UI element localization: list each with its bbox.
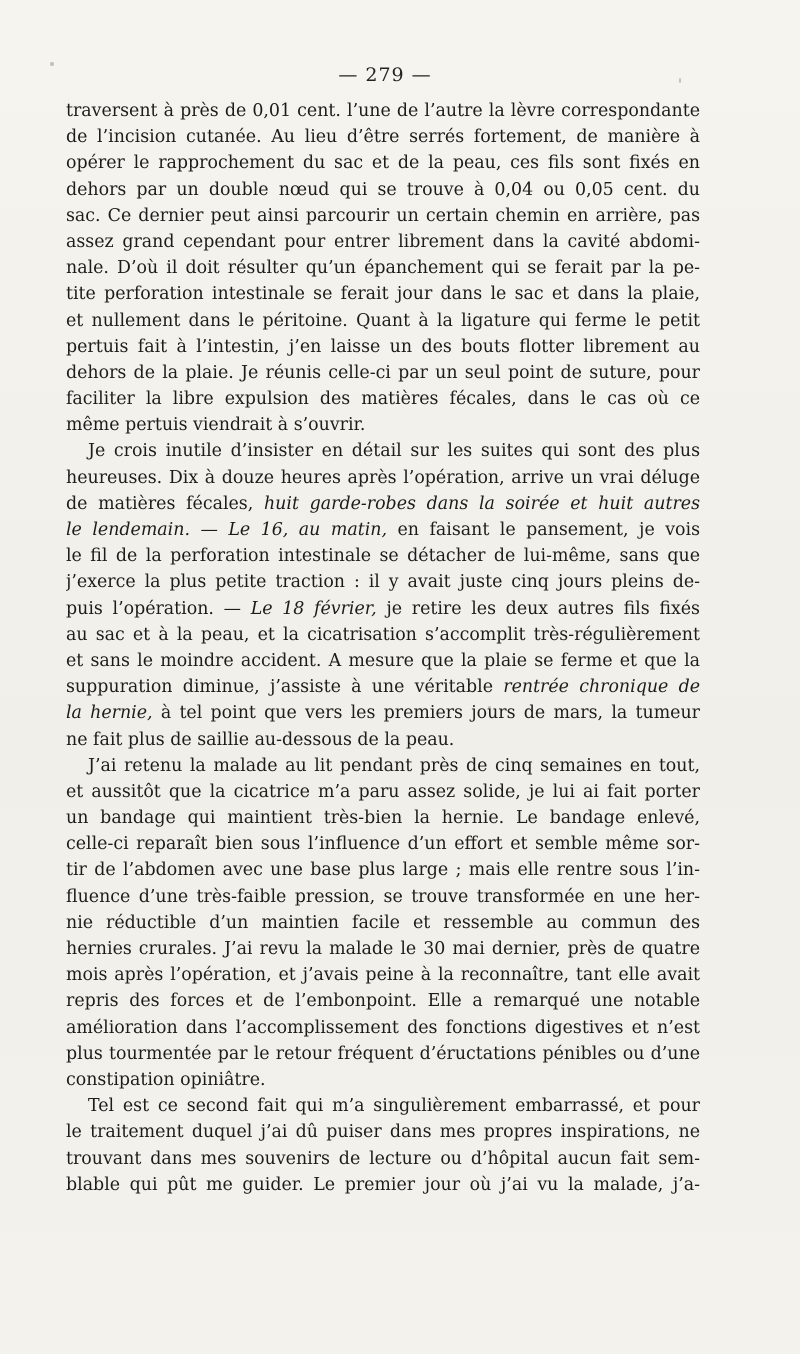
text-line: tir de l’abdomen avec une base plus large ; mais elle rentre sous l’in-: [66, 860, 700, 881]
page-number: — 279 —: [338, 64, 432, 86]
italic-text: huit garde-robes dans la soirée et huit autres: [263, 493, 700, 514]
text-line: constipation opiniâtre.: [66, 1069, 266, 1090]
text-line: Je crois inutile d’insister en détail sur les suites qui sont des plus: [88, 441, 700, 462]
text-line: Tel est ce second fait qui m’a singulièrement embarrassé, et pour: [88, 1096, 700, 1117]
text-line: le fil de la perforation intestinale se détacher de lui-même, sans que: [66, 546, 700, 567]
text-line: de l’incision cutanée. Au lieu d’être serrés fortement, de manière à: [66, 127, 700, 148]
text-segment: —: [189, 520, 229, 540]
text-line: repris des forces et de l’embonpoint. Elle a remarqué une notable: [66, 991, 700, 1012]
body-text: [66, 98, 700, 1198]
text-line: faciliter la libre expulsion des matières fécales, dans le cas où ce: [66, 389, 700, 410]
text-line: plus tourmentée par le retour fréquent d’éructations pénibles ou d’une: [66, 1043, 700, 1064]
text-line: J’ai retenu la malade au lit pendant près de cinq semaines en tout,: [88, 755, 700, 776]
text-line: un bandage qui maintient très-bien la hernie. Le bandage enlevé,: [66, 808, 700, 829]
text-line: [66, 491, 700, 517]
text-line: assez grand cependant pour entrer librement dans la cavité abdomi-: [66, 231, 700, 252]
text-line: [66, 596, 700, 622]
text-line: blable qui pût me guider. Le premier jour où j’ai vu la malade, j’a-: [66, 1174, 700, 1195]
italic-text: Le 16, au matin,: [228, 520, 388, 540]
italic-text: rentrée chronique de: [503, 677, 700, 698]
text-line: et aussitôt que la cicatrice m’a paru assez solide, je lui ai fait porter: [66, 781, 700, 802]
text-line: au sac et à la peau, et la cicatrisation s’accomplit très-régulièrement: [66, 624, 700, 645]
text-line: et nullement dans le péritoine. Quant à la ligature qui ferme le petit: [66, 310, 700, 331]
text-line: [66, 517, 700, 543]
text-line: amélioration dans l’accomplissement des fonctions digestives et n’est: [66, 1017, 700, 1038]
text-line: pertuis fait à l’intestin, j’en laisse un des bouts flotter librement au: [66, 336, 700, 357]
text-segment: suppuration diminue, j’assiste à une véritable: [66, 677, 504, 698]
text-segment: à tel point que vers les premiers jours de mars, la tumeur: [152, 703, 700, 724]
text-line: celle-ci reparaît bien sous l’influence d’un effort et semble même sor-: [66, 834, 700, 855]
text-line: nale. D’où il doit résulter qu’un épanchement qui se ferait par la pe-: [66, 258, 700, 279]
text-line: le traitement duquel j’ai dû puiser dans mes propres inspirations, ne: [66, 1122, 700, 1143]
text-line: fluence d’une très-faible pression, se trouve transformée en une her-: [66, 886, 700, 907]
text-line: opérer le rapprochement du sac et de la peau, ces fils sont fixés en: [66, 153, 700, 174]
text-line: sac. Ce dernier peut ainsi parcourir un certain chemin en arrière, pas: [66, 205, 700, 226]
text-segment: je retire les deux autres fils fixés: [376, 598, 700, 619]
text-line: [66, 674, 700, 700]
text-segment: puis l’opération. —: [66, 598, 251, 619]
text-line: j’exerce la plus petite traction : il y avait juste cinq jours pleins de-: [66, 572, 700, 593]
text-line: traversent à près de 0,01 cent. l’une de l’autre la lèvre correspondante: [66, 101, 700, 121]
text-line: trouvant dans mes souvenirs de lecture ou d’hôpital aucun fait sem-: [66, 1148, 700, 1169]
text-line: même pertuis viendrait à s’ouvrir.: [66, 415, 366, 436]
italic-text: le lendemain.: [66, 520, 190, 540]
text-line: et sans le moindre accident. A mesure que la plaie se ferme et que la: [66, 650, 700, 671]
text-line: tite perforation intestinale se ferait jour dans le sac et dans la plaie,: [66, 284, 700, 305]
text-segment: de matières fécales,: [66, 493, 264, 514]
italic-text: Le 18 février,: [250, 598, 377, 619]
text-line: dehors par un double nœud qui se trouve à 0,04 ou 0,05 cent. du: [66, 179, 700, 200]
text-line: hernies crurales. J’ai revu la malade le 30 mai dernier, près de quatre: [66, 939, 700, 959]
text-line: dehors de la plaie. Je réunis celle-ci par un seul point de suture, pour: [66, 362, 700, 383]
text-line: ne fait plus de saillie au-dessous de la peau.: [66, 729, 455, 750]
italic-text: la hernie,: [66, 703, 153, 724]
text-segment: en faisant le pansement, je vois: [387, 520, 700, 540]
text-line: mois après l’opération, et j’avais peine à la reconnaître, tant elle avait: [66, 965, 700, 986]
text-line: nie réductible d’un maintien facile et ressemble au commun des: [66, 912, 700, 933]
text-line: [66, 700, 700, 726]
text-line: heureuses. Dix à douze heures après l’opération, arrive un vrai déluge: [66, 467, 700, 488]
